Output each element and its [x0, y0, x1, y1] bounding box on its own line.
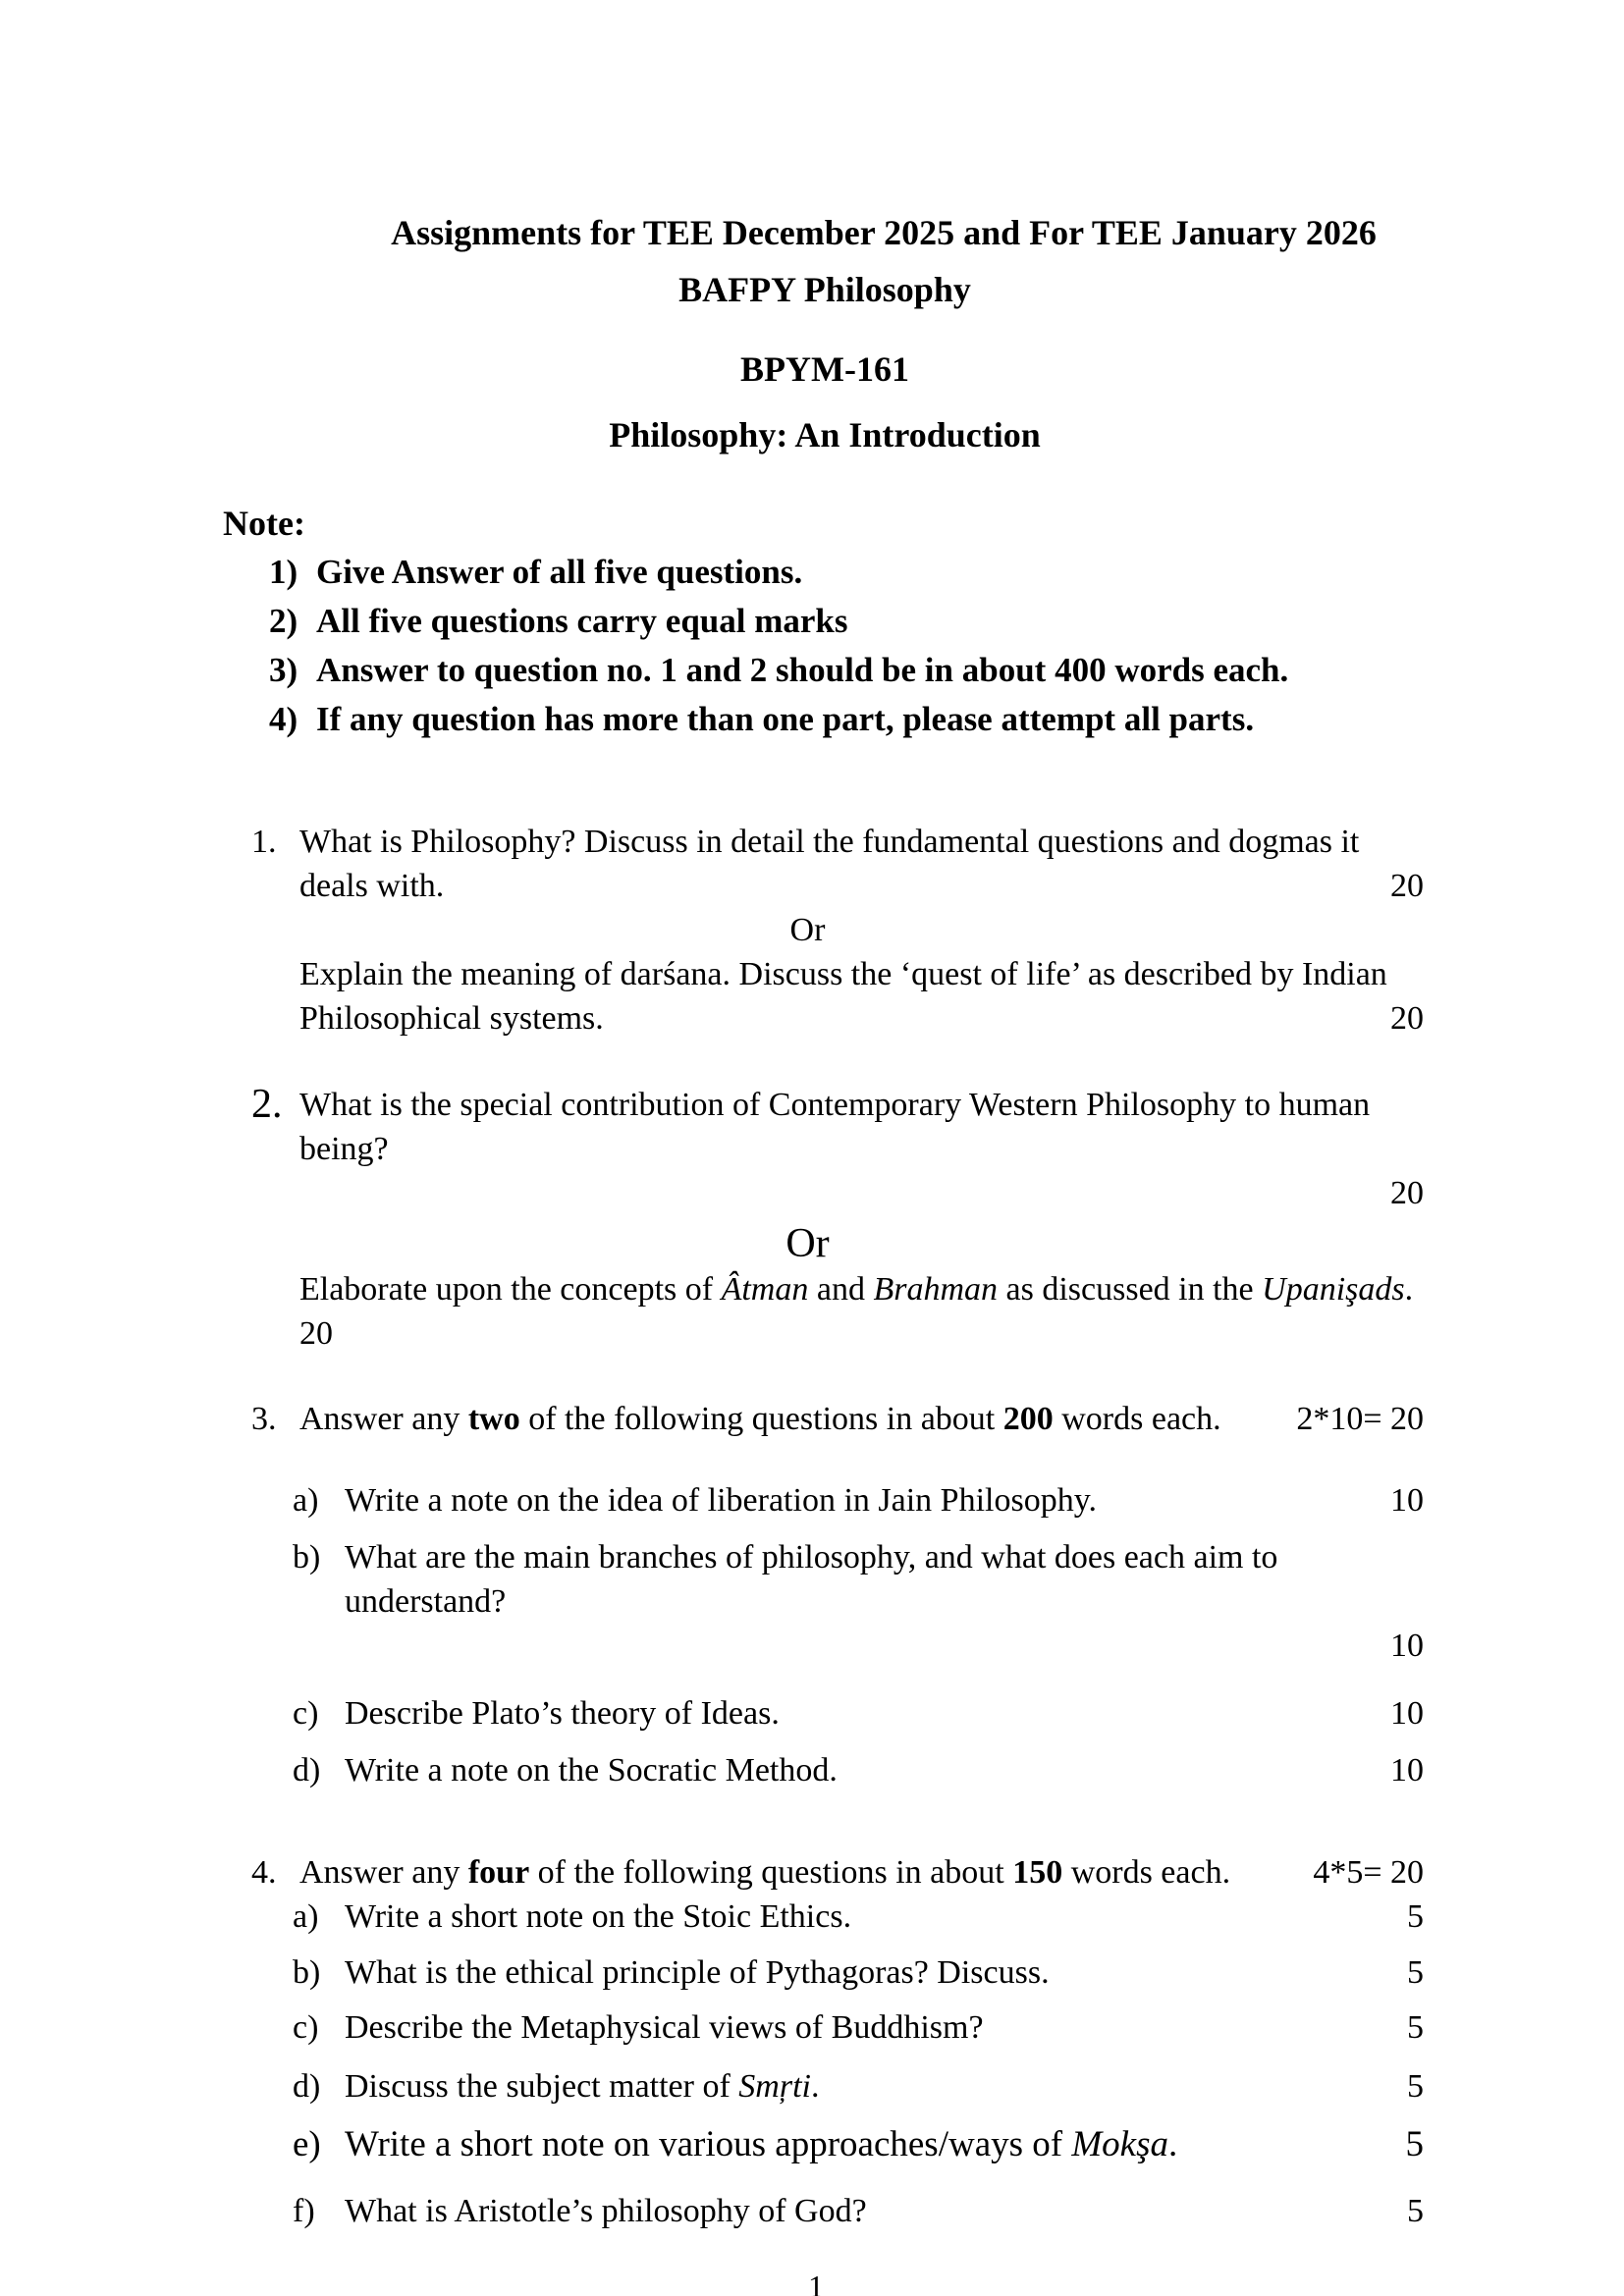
note-item-text: Give Answer of all five questions.	[316, 553, 803, 591]
item-body: Write a short note on the Stoic Ethics.	[345, 1898, 852, 1935]
question-4-item-b	[293, 1950, 1424, 1995]
item-body: What are the main branches of philosophy, and what does each aim to understand?	[345, 1539, 1278, 1620]
course-code: BPYM-161	[740, 349, 909, 389]
question-3-item-a	[293, 1478, 1424, 1522]
question-body: Answer any four of the following questions in about 150 words each.	[299, 1854, 1231, 1891]
question-4-item-e	[293, 2120, 1424, 2169]
item-body: Discuss the subject matter of Smŗti.	[345, 2068, 820, 2105]
question-number: 3.	[251, 1401, 277, 1437]
marks-value: 20	[1390, 1000, 1424, 1037]
item-body: Write a note on the Socratic Method.	[345, 1752, 838, 1789]
note-item	[269, 597, 1428, 646]
item-text	[345, 2120, 1424, 2169]
question-number-empty	[251, 1267, 299, 1356]
item-letter: b)	[293, 1954, 321, 1991]
marks-value: 10	[1390, 1482, 1424, 1519]
marks-value: 10	[1390, 1752, 1424, 1789]
note-item-number: 4)	[269, 700, 298, 738]
question-body: Elaborate upon the concepts of Âtman and Brahman as discussed in the Upanişads. 20	[299, 1271, 1414, 1352]
question-number: 1.	[251, 824, 277, 860]
question-3-item-b	[293, 1535, 1424, 1668]
question-1	[251, 820, 1424, 908]
question-4-item-f	[293, 2189, 1424, 2233]
note-item	[269, 695, 1428, 744]
question-text	[299, 1083, 1424, 1215]
marks-value: 5	[1407, 1898, 1424, 1935]
marks-value: 5	[1407, 2068, 1424, 2105]
marks-value: 20	[1390, 1175, 1424, 1211]
item-letter: b)	[293, 1539, 321, 1575]
marks-value: 4*5= 20	[1313, 1854, 1424, 1891]
note-label: Note:	[223, 504, 305, 543]
note-item	[269, 646, 1428, 695]
item-text	[345, 2189, 1424, 2233]
question-text	[299, 820, 1424, 908]
question-body: Answer any two of the following questions in about 200 words each.	[299, 1401, 1221, 1437]
item-letter: a)	[293, 1482, 319, 1519]
item-letter: c)	[293, 1695, 319, 1732]
item-text	[345, 1748, 1424, 1792]
marks-value: 10	[1390, 1695, 1424, 1732]
question-3-item-c	[293, 1691, 1424, 1735]
marks-value: 5	[1407, 1954, 1424, 1991]
item-text	[345, 1691, 1424, 1735]
note-item-number: 1)	[269, 553, 298, 591]
item-text	[345, 1478, 1424, 1522]
programme-title: BAFPY Philosophy	[678, 270, 971, 309]
item-letter: c)	[293, 2009, 319, 2046]
page-title: Assignments for TEE December 2025 and For TEE January 2026	[391, 213, 1377, 252]
question-body: What is the special contribution of Contemporary Western Philosophy to human being?	[299, 1087, 1371, 1167]
or-separator: Or	[789, 912, 826, 948]
question-1-alternative	[251, 952, 1424, 1041]
item-text	[345, 1895, 1424, 1939]
question-4	[251, 1850, 1424, 1895]
item-body: Describe Plato’s theory of Ideas.	[345, 1695, 780, 1732]
question-body: Explain the meaning of darśana. Discuss the ‘quest of life’ as described by Indian Philosophical systems.	[299, 956, 1387, 1037]
marks-value: 10	[1390, 1628, 1424, 1664]
question-4-item-d	[293, 2064, 1424, 2109]
note-item-number: 3)	[269, 651, 298, 689]
item-text	[345, 1535, 1424, 1668]
question-2-alternative	[251, 1267, 1424, 1356]
course-title: Philosophy: An Introduction	[609, 415, 1041, 454]
question-text	[299, 952, 1424, 1041]
item-letter: a)	[293, 1898, 319, 1935]
note-item-text: If any question has more than one part, please attempt all parts.	[316, 700, 1255, 738]
item-body: Describe the Metaphysical views of Buddhism?	[345, 2009, 984, 2046]
item-letter: d)	[293, 2068, 321, 2105]
item-text	[345, 2005, 1424, 2050]
question-text	[299, 1397, 1424, 1441]
marks-value: 5	[1405, 2124, 1424, 2164]
question-3	[251, 1397, 1424, 1441]
note-item-text: Answer to question no. 1 and 2 should be in about 400 words each.	[316, 651, 1289, 689]
question-number-empty	[251, 952, 299, 1041]
item-letter: e)	[293, 2124, 321, 2164]
marks-value: 5	[1407, 2009, 1424, 2046]
note-item-text: All five questions carry equal marks	[316, 602, 848, 640]
marks-value: 2*10= 20	[1296, 1401, 1424, 1437]
item-text	[345, 2064, 1424, 2109]
question-4-item-a	[293, 1895, 1424, 1939]
item-text	[345, 1950, 1424, 1995]
question-3-item-d	[293, 1748, 1424, 1792]
item-letter: d)	[293, 1752, 321, 1789]
marks-value: 20	[1390, 868, 1424, 904]
note-item-number: 2)	[269, 602, 298, 640]
item-body: What is Aristotle’s philosophy of God?	[345, 2193, 867, 2229]
question-4-item-c	[293, 2005, 1424, 2050]
note-item	[269, 548, 1428, 597]
marks-value: 5	[1407, 2193, 1424, 2229]
item-body: Write a note on the idea of liberation in Jain Philosophy.	[345, 1482, 1097, 1519]
or-separator: Or	[785, 1221, 830, 1266]
question-body: What is Philosophy? Discuss in detail the fundamental questions and dogmas it deals with.	[299, 824, 1360, 904]
question-text	[299, 1850, 1424, 1895]
item-body: Write a short note on various approaches/ways of Mokşa.	[345, 2124, 1178, 2164]
item-body: What is the ethical principle of Pythagoras? Discuss.	[345, 1954, 1050, 1991]
page-number: 1	[808, 2269, 824, 2296]
question-2	[251, 1083, 1424, 1215]
item-letter: f)	[293, 2193, 315, 2229]
question-number: 2.	[251, 1082, 283, 1127]
question-number: 4.	[251, 1854, 277, 1891]
